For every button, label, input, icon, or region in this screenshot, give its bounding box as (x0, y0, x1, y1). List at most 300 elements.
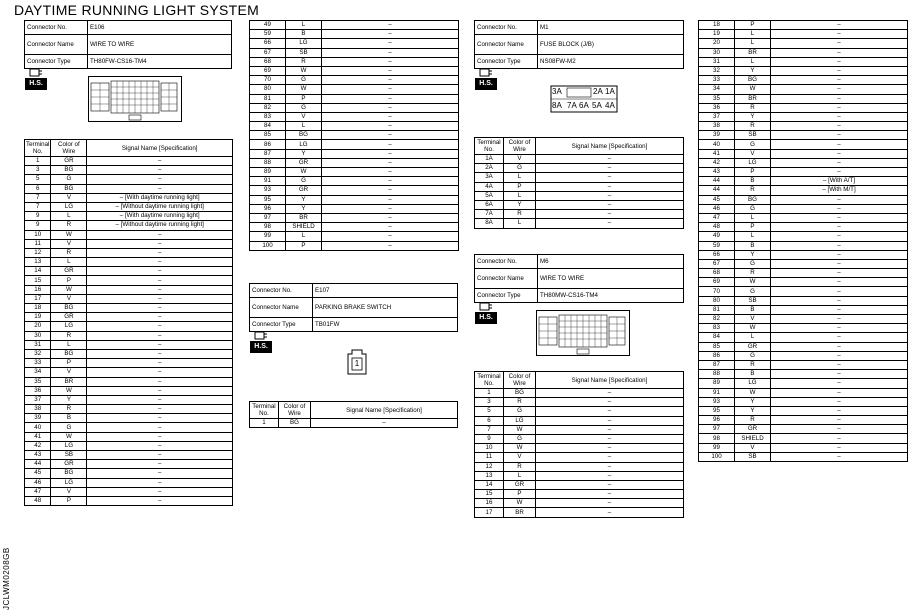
wire-color-cell: G (286, 103, 322, 112)
signal-name-cell: – (322, 30, 459, 39)
terminal-cell: 89 (699, 379, 735, 388)
terminal-cell: 70 (250, 76, 286, 85)
terminal-cell: 48 (25, 496, 51, 505)
table-row (475, 462, 684, 471)
signal-name-cell: – (771, 296, 908, 305)
page-title: DAYTIME RUNNING LIGHT SYSTEM (14, 2, 260, 18)
connector-type-value: TH80MW-CS16-TM4 (538, 289, 684, 303)
table-row (699, 57, 908, 66)
terminal-cell: 86 (699, 351, 735, 360)
terminal-cell: 12 (25, 248, 51, 257)
table-row (699, 324, 908, 333)
signal-header: Signal Name [Specification] (536, 372, 684, 389)
connector-type-value: TH80FW-CS16-TM4 (88, 55, 232, 69)
hs-badge (475, 66, 497, 92)
signal-name-cell: – (771, 278, 908, 287)
connector-icon (25, 66, 47, 78)
pin-label: 6A (579, 101, 589, 110)
wire-color-cell: R (504, 210, 536, 219)
terminal-cell: 4A (475, 182, 504, 191)
signal-name-cell: – (771, 351, 908, 360)
table-row (699, 140, 908, 149)
terminal-cell: 20 (699, 39, 735, 48)
signal-name-cell: – (771, 425, 908, 434)
signal-name-cell: – (771, 360, 908, 369)
signal-name-cell: – (536, 398, 684, 407)
wire-color-cell: B (286, 30, 322, 39)
table-row (699, 149, 908, 158)
wire-color-cell: BG (51, 184, 87, 193)
table-row (25, 432, 233, 441)
table-row (699, 204, 908, 213)
signal-name-cell: – (771, 39, 908, 48)
wire-color-cell: P (735, 223, 771, 232)
table-row (699, 452, 908, 461)
wire-color-cell: G (735, 259, 771, 268)
signal-name-cell: – (87, 469, 233, 478)
pin-label: 3A (552, 87, 562, 96)
connector-name-label: Connector Name (475, 35, 538, 55)
table-row (699, 76, 908, 85)
wire-color-cell: W (504, 499, 536, 508)
signal-name-cell: – (771, 94, 908, 103)
terminal-cell: 69 (250, 66, 286, 75)
wire-color-cell: R (735, 103, 771, 112)
table-row (699, 122, 908, 131)
terminal-cell: 67 (250, 48, 286, 57)
signal-name-cell: – (87, 405, 233, 414)
signal-header: Signal Name [Specification] (311, 402, 458, 419)
terminal-cell: 34 (25, 368, 51, 377)
signal-name-cell: – (87, 331, 233, 340)
signal-name-cell: – (536, 499, 684, 508)
table-row (475, 407, 684, 416)
table-row (25, 423, 233, 432)
wire-color-cell: W (51, 386, 87, 395)
table-row (250, 39, 459, 48)
table-row (699, 287, 908, 296)
signal-name-cell: – (536, 164, 684, 173)
signal-name-cell: – (87, 460, 233, 469)
wire-color-cell: W (735, 324, 771, 333)
signal-name-cell: – (771, 269, 908, 278)
terminal-cell: 7A (475, 210, 504, 219)
terminal-cell: 44 (699, 186, 735, 195)
table-row (475, 155, 684, 164)
table-row (699, 443, 908, 452)
terminal-cell: 86 (250, 140, 286, 149)
terminal-cell: 10 (475, 444, 504, 453)
signal-name-cell: – (771, 66, 908, 75)
terminal-cell: 5 (25, 175, 51, 184)
terminal-cell: 40 (25, 423, 51, 432)
signal-name-cell: – (322, 186, 459, 195)
connector-name-label: Connector Name (250, 298, 313, 318)
terminal-cell: 10 (25, 230, 51, 239)
m1-terminal-table (474, 137, 684, 229)
wire-color-cell: GR (51, 460, 87, 469)
terminal-cell: 13 (25, 258, 51, 267)
terminal-cell: 7 (25, 202, 51, 211)
connector-no-label: Connector No. (250, 284, 313, 298)
wire-color-cell: L (504, 219, 536, 228)
table-row (699, 213, 908, 222)
table-row (475, 425, 684, 434)
wire-color-cell: SB (735, 131, 771, 140)
table-row (699, 388, 908, 397)
terminal-cell: 83 (250, 112, 286, 121)
signal-name-cell: – (771, 21, 908, 30)
terminal-cell: 69 (699, 278, 735, 287)
pin-label: 8A (552, 101, 562, 110)
table-row (25, 496, 233, 505)
signal-name-cell: – (322, 195, 459, 204)
terminal-cell: 3 (25, 166, 51, 175)
wire-color-cell: W (286, 168, 322, 177)
table-row (25, 184, 233, 193)
terminal-cell: 100 (250, 241, 286, 250)
signal-name-cell: – (322, 112, 459, 121)
table-row (475, 389, 684, 398)
table-row (250, 103, 459, 112)
terminal-cell: 81 (250, 94, 286, 103)
terminal-cell: 39 (25, 414, 51, 423)
terminal-cell: 66 (250, 39, 286, 48)
table-row (699, 434, 908, 443)
wire-color-cell: GR (286, 158, 322, 167)
table-row (699, 48, 908, 57)
connector-no-label: Connector No. (25, 21, 88, 35)
wire-color-cell: W (51, 230, 87, 239)
wire-color-cell: W (51, 432, 87, 441)
table-row (699, 195, 908, 204)
terminal-cell: 1 (250, 419, 279, 428)
terminal-cell: 16 (475, 499, 504, 508)
table-row (25, 313, 233, 322)
terminal-cell: 18 (699, 21, 735, 30)
terminal-cell: 5 (475, 407, 504, 416)
wire-color-cell: W (51, 285, 87, 294)
signal-name-cell: – (87, 166, 233, 175)
connector-no-label: Connector No. (475, 21, 538, 35)
terminal-cell: 37 (699, 112, 735, 121)
connector-type-label: Connector Type (475, 55, 538, 69)
terminal-cell: 91 (699, 388, 735, 397)
table-row (699, 112, 908, 121)
signal-name-cell: – (87, 368, 233, 377)
terminal-cell: 80 (699, 296, 735, 305)
wire-color-cell: L (504, 173, 536, 182)
hs-label: H.S. (250, 341, 272, 353)
terminal-cell: 3A (475, 173, 504, 182)
signal-name-cell: – (771, 158, 908, 167)
table-row (699, 30, 908, 39)
terminal-cell: 47 (25, 487, 51, 496)
terminal-cell: 1 (475, 389, 504, 398)
terminal-cell: 19 (25, 313, 51, 322)
terminal-cell: 88 (699, 370, 735, 379)
terminal-cell: 59 (250, 30, 286, 39)
terminal-cell: 84 (699, 333, 735, 342)
wire-color-cell: W (735, 388, 771, 397)
wire-color-cell: P (286, 94, 322, 103)
table-row (475, 200, 684, 209)
terminal-cell: 17 (25, 294, 51, 303)
wire-color-cell: L (735, 333, 771, 342)
signal-name-cell: – (322, 223, 459, 232)
table-row (250, 76, 459, 85)
wire-color-cell: Y (51, 395, 87, 404)
terminal-cell: 38 (699, 122, 735, 131)
terminal-cell: 1A (475, 155, 504, 164)
wire-color-cell: G (735, 287, 771, 296)
table-row (475, 453, 684, 462)
terminal-cell: 36 (25, 386, 51, 395)
table-row (250, 48, 459, 57)
wire-color-cell: L (286, 122, 322, 131)
table-row (699, 305, 908, 314)
pin-label: 7A (567, 101, 577, 110)
wire-color-cell: GR (286, 186, 322, 195)
wire-color-cell: GR (51, 313, 87, 322)
wire-color-cell: P (504, 490, 536, 499)
signal-name-cell: – (87, 157, 233, 166)
table-row (475, 490, 684, 499)
table-row (699, 269, 908, 278)
table-row (250, 21, 459, 30)
signal-name-cell: – (87, 359, 233, 368)
signal-name-cell: – (771, 397, 908, 406)
signal-name-cell: – (771, 48, 908, 57)
table-row (250, 140, 459, 149)
wire-color-cell: L (735, 213, 771, 222)
table-row (699, 416, 908, 425)
signal-name-cell: – [With daytime running light] (87, 212, 233, 221)
table-row (250, 66, 459, 75)
signal-name-cell: – (771, 76, 908, 85)
table-row (25, 386, 233, 395)
wire-color-cell: R (735, 122, 771, 131)
signal-name-cell: – (771, 379, 908, 388)
document-code: JCLWM0208GB (2, 547, 11, 610)
terminal-cell: 66 (699, 250, 735, 259)
terminal-cell: 88 (250, 158, 286, 167)
terminal-cell: 35 (699, 94, 735, 103)
wire-color-cell: V (51, 193, 87, 202)
table-row (25, 221, 233, 230)
terminal-cell: 59 (699, 241, 735, 250)
hs-badge (25, 66, 47, 92)
wire-color-cell: P (51, 276, 87, 285)
signal-name-cell: – (771, 250, 908, 259)
terminal-cell: 95 (250, 195, 286, 204)
wire-color-cell: LG (735, 158, 771, 167)
wire-color-cell: BG (51, 166, 87, 175)
signal-name-cell: – (536, 416, 684, 425)
wire-color-cell: R (504, 462, 536, 471)
table-row (475, 499, 684, 508)
signal-name-cell: – (771, 342, 908, 351)
table-row (699, 351, 908, 360)
terminal-cell: 11 (475, 453, 504, 462)
wire-color-cell: R (735, 186, 771, 195)
connector-name-label: Connector Name (475, 269, 538, 289)
signal-name-cell: – (536, 490, 684, 499)
wire-color-cell: Y (735, 112, 771, 121)
table-row (25, 267, 233, 276)
signal-name-cell: – (87, 377, 233, 386)
color-header: Color of Wire (504, 138, 536, 155)
table-row (699, 39, 908, 48)
table-row (699, 379, 908, 388)
signal-name-cell: – (536, 508, 684, 517)
wire-color-cell: GR (51, 157, 87, 166)
signal-name-cell: – (322, 168, 459, 177)
connector-m6-face (536, 310, 630, 356)
wire-color-cell: V (504, 155, 536, 164)
hs-label: H.S. (475, 312, 497, 324)
table-row (475, 416, 684, 425)
terminal-cell: 9 (475, 434, 504, 443)
terminal-cell: 87 (250, 149, 286, 158)
signal-name-cell: – (87, 349, 233, 358)
signal-name-cell: – (87, 285, 233, 294)
pin-label: 4A (605, 101, 615, 110)
hs-label: H.S. (475, 78, 497, 90)
signal-name-cell: – [Without daytime running light] (87, 202, 233, 211)
signal-name-cell: – (87, 258, 233, 267)
signal-name-cell: – (771, 122, 908, 131)
wire-color-cell: GR (51, 267, 87, 276)
terminal-cell: 18 (25, 304, 51, 313)
signal-name-cell: – (536, 471, 684, 480)
signal-name-cell: – (771, 168, 908, 177)
table-row (25, 276, 233, 285)
wire-color-cell: V (735, 315, 771, 324)
wire-color-cell: P (51, 359, 87, 368)
table-row (25, 349, 233, 358)
signal-name-cell: – (322, 76, 459, 85)
signal-name-cell: – (322, 85, 459, 94)
wire-color-cell: Y (735, 397, 771, 406)
terminal-cell: 43 (25, 451, 51, 460)
signal-name-cell: – (771, 388, 908, 397)
table-row (250, 158, 459, 167)
table-row (475, 398, 684, 407)
connector-type-label: Connector Type (25, 55, 88, 69)
e107-info-table (249, 283, 458, 332)
signal-name-cell: – (771, 131, 908, 140)
wire-color-cell: G (504, 164, 536, 173)
table-row (25, 405, 233, 414)
connector-name-value: WIRE TO WIRE (538, 269, 684, 289)
wire-color-cell: P (286, 241, 322, 250)
wire-color-cell: L (504, 471, 536, 480)
terminal-cell: 49 (250, 21, 286, 30)
wire-color-cell: V (51, 294, 87, 303)
terminal-cell: 32 (25, 349, 51, 358)
signal-name-cell: – (322, 66, 459, 75)
terminal-cell: 36 (699, 103, 735, 112)
signal-name-cell: – (536, 453, 684, 462)
wire-color-cell: L (504, 191, 536, 200)
wire-color-cell: GR (735, 425, 771, 434)
color-header: Color of Wire (504, 372, 536, 389)
table-row (25, 414, 233, 423)
wire-color-cell: G (735, 204, 771, 213)
table-row (699, 94, 908, 103)
wire-color-cell: W (286, 66, 322, 75)
terminal-cell: 6 (25, 184, 51, 193)
table-row (699, 370, 908, 379)
wire-color-cell: G (51, 175, 87, 184)
signal-name-cell: – (771, 333, 908, 342)
signal-name-cell: – (87, 230, 233, 239)
hs-label: H.S. (25, 78, 47, 90)
terminal-cell: 37 (25, 395, 51, 404)
table-row (475, 219, 684, 228)
signal-name-cell: – (536, 425, 684, 434)
connector-no-label: Connector No. (475, 255, 538, 269)
table-row (475, 164, 684, 173)
terminal-cell: 31 (25, 340, 51, 349)
wire-color-cell: SB (51, 451, 87, 460)
table-row (25, 487, 233, 496)
terminal-cell: 13 (475, 471, 504, 480)
signal-name-cell: – (536, 155, 684, 164)
wire-color-cell: L (735, 39, 771, 48)
wire-color-cell: V (735, 149, 771, 158)
wire-color-cell: R (735, 416, 771, 425)
table-row (475, 508, 684, 517)
table-row (25, 460, 233, 469)
signal-name-cell: – (87, 294, 233, 303)
signal-header: Signal Name [Specification] (87, 140, 233, 157)
signal-name-cell: – (771, 30, 908, 39)
wire-color-cell: L (735, 57, 771, 66)
wire-color-cell: Y (286, 204, 322, 213)
signal-name-cell: – (771, 443, 908, 452)
m6-terminal-table-continued (698, 20, 908, 462)
signal-name-cell: – (87, 175, 233, 184)
table-row (475, 434, 684, 443)
table-row (250, 112, 459, 121)
connector-name-value: PARKING BRAKE SWITCH (313, 298, 458, 318)
table-row (250, 57, 459, 66)
terminal-cell: 47 (699, 213, 735, 222)
table-row (25, 175, 233, 184)
wire-color-cell: BG (51, 304, 87, 313)
wire-color-cell: BG (51, 469, 87, 478)
terminal-cell: 85 (699, 342, 735, 351)
m1-info-table (474, 20, 684, 69)
table-row (25, 441, 233, 450)
table-row (25, 212, 233, 221)
table-row (699, 259, 908, 268)
wire-color-cell: W (735, 278, 771, 287)
signal-name-cell: – (322, 122, 459, 131)
wire-color-cell: SHIELD (286, 223, 322, 232)
signal-name-cell: – (771, 85, 908, 94)
terminal-cell: 9 (25, 212, 51, 221)
signal-name-cell: – (771, 232, 908, 241)
table-row (250, 241, 459, 250)
table-row (475, 173, 684, 182)
terminal-cell: 96 (250, 204, 286, 213)
wire-color-cell: P (51, 496, 87, 505)
signal-name-cell: – (322, 232, 459, 241)
signal-name-cell: – (87, 239, 233, 248)
